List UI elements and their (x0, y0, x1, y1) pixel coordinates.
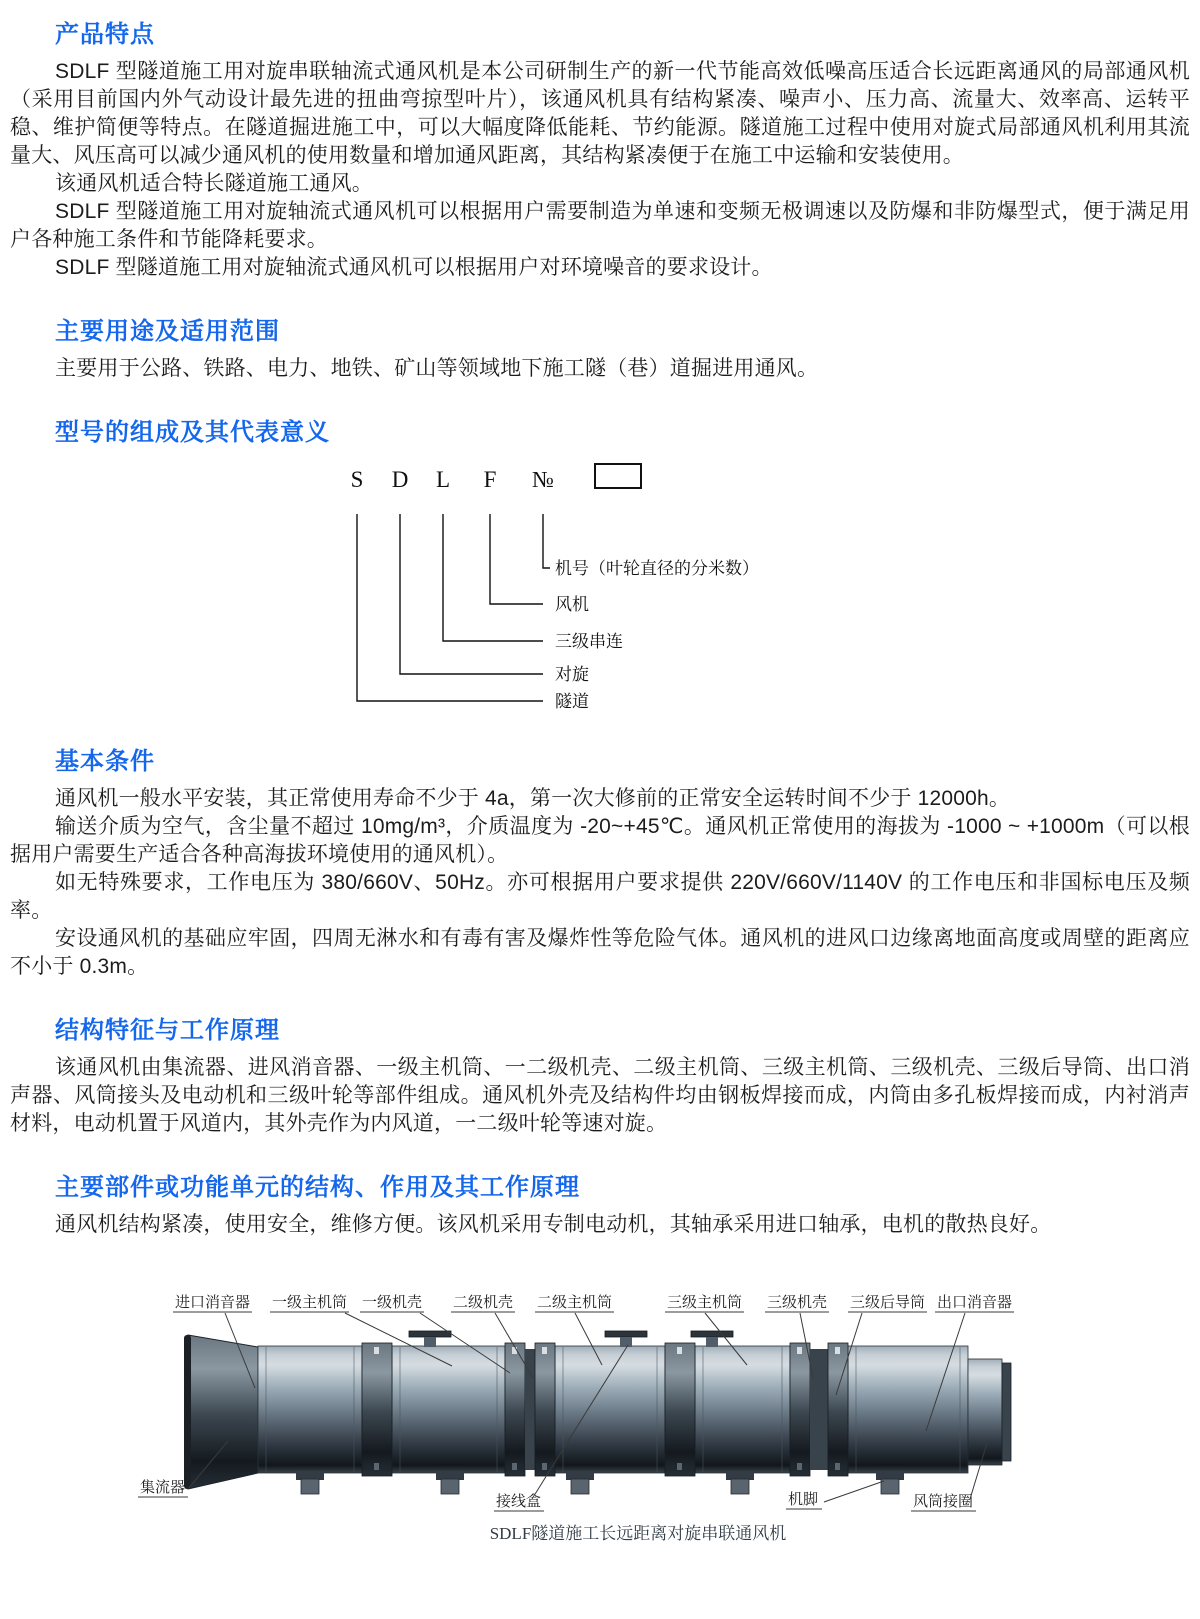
meaning-counter-rotating: 对旋 (555, 665, 589, 684)
leader-line-f (490, 514, 543, 604)
model-code-diagram-svg (10, 456, 1200, 712)
foot (296, 1471, 324, 1494)
paragraph: SDLF 型隧道施工用对旋串联轴流式通风机是本公司研制生产的新一代节能高效低噪高压适合长远距离通风的局部通风机（采用目前国内外气动设计最先进的扭曲弯掠型叶片），该通风机具有结构紧凑、噪声小、压力高、流量大、效率高、运转平稳、维护简便等特点。在隧道掘进施工中，可以大幅度降低能耗、节约能源。隧道施工过程中使用对旋式局部通风机利用其流量大、风压高可以减少通风机的使用数量和增加通风距离，其结构紧凑便于在施工中运输和安装使用。 (10, 60, 1190, 167)
paragraph: 通风机结构紧凑，使用安全，维修方便。该风机采用专制电动机，其轴承采用进口轴承，电机的散热良好。 (55, 1213, 1052, 1236)
leader-line-l (443, 514, 543, 641)
paragraph: SDLF 型隧道施工用对旋轴流式通风机可以根据用户需要制造为单速和变频无极调速以及防爆和非防爆型式，便于满足用户各种施工条件和节能降耗要求。 (10, 200, 1190, 251)
flange-stage1-casing (505, 1343, 525, 1476)
leader-line-s (357, 514, 543, 701)
flange-stage2-casing (535, 1343, 555, 1476)
model-code-diagram (10, 456, 1190, 712)
fan-size-number-box (595, 464, 641, 488)
section-stage3-main (695, 1346, 790, 1473)
handle-stem-2 (706, 1337, 718, 1347)
paragraph: SDLF 型隧道施工用对旋轴流式通风机可以根据用户对环境噪音的要求设计。 (55, 256, 773, 279)
handle-cap-1 (409, 1331, 451, 1337)
meaning-tunnel: 隧道 (555, 692, 589, 711)
section-inlet-muffler (258, 1346, 362, 1473)
section-heading-basic-conditions: 基本条件 (55, 748, 155, 775)
paragraph: 该通风机由集流器、进风消音器、一级主机筒、一二级机壳、二级主机筒、三级主机筒、三级机壳、三级后导筒、出口消声器、风筒接头及电动机和三级叶轮等部件组成。通风机外壳及结构件均由钢板焊接而成，内筒由多孔板焊接而成，内衬消声材料，电动机置于风道内，其外壳作为内风道，一二级叶轮等速对旋。 (10, 1056, 1190, 1135)
section-outlet-muffler (848, 1346, 968, 1473)
label-stage3-casing: 三级机壳 (767, 1295, 828, 1311)
label-stage3-main-cylinder: 三级主机筒 (667, 1295, 743, 1311)
label-stage3-rear-guide: 三级后导筒 (850, 1295, 926, 1311)
inlet-flare-rim (184, 1335, 191, 1489)
paragraph: 该通风机适合特长隧道施工通风。 (55, 172, 373, 195)
label-stage1-main-cylinder: 一级主机筒 (272, 1295, 348, 1311)
handle-cap-2 (691, 1331, 733, 1337)
label-stage1-casing: 一级机壳 (362, 1295, 423, 1311)
fan-bottom-label-underlines (138, 1497, 976, 1511)
label-outlet-muffler: 出口消音器 (937, 1295, 1013, 1311)
outlet-duct-ring-edge (1002, 1363, 1011, 1461)
label-junction-box: 接线盒 (496, 1494, 542, 1510)
fan-structure-diagram-svg (10, 1283, 1190, 1589)
meaning-fan: 风机 (555, 595, 589, 614)
foot (436, 1471, 464, 1494)
fan-bottom-labels (140, 1479, 973, 1510)
label-stage2-main-cylinder: 二级主机筒 (537, 1295, 613, 1311)
junction-box-cap (605, 1331, 647, 1337)
paragraph: 通风机一般水平安装，其正常使用寿命不少于 4a，第一次大修前的正常安全运转时间不少于 12000h。 (55, 787, 1011, 810)
handle-stem-1 (424, 1337, 436, 1347)
label-collector: 集流器 (140, 1480, 186, 1496)
label-duct-connection-ring: 风筒接圈 (913, 1494, 974, 1510)
paragraph: 安设通风机的基础应牢固，四周无淋水和有毒有害及爆炸性等危险气体。通风机的进风口边缘离地面高度或周壁的距离应不小于 0.3m。 (10, 927, 1190, 978)
section-stage1-main (392, 1346, 505, 1473)
label-stage2-casing: 二级机壳 (453, 1295, 514, 1311)
model-code-letters (351, 467, 554, 492)
model-code-leader-lines (357, 514, 550, 701)
flange-stage3-casing-right (828, 1343, 848, 1476)
paragraph: 主要用于公路、铁路、电力、地铁、矿山等领域地下施工隧（巷）道掘进用通风。 (55, 357, 819, 380)
section-heading-main-components: 主要部件或功能单元的结构、作用及其工作原理 (55, 1174, 580, 1201)
fan-diagram-caption: SDLF隧道施工长远距离对旋串联通风机 (489, 1524, 787, 1543)
flange-group-b (665, 1343, 695, 1476)
label-machine-foot: 机脚 (788, 1492, 819, 1508)
section-heading-main-uses: 主要用途及适用范围 (55, 318, 280, 345)
paragraph: 输送介质为空气，含尘量不超过 10mg/m³，介质温度为 -20~+45℃。通风机正常使用的海拔为 -1000 ~ +1000m（可以根据用户需要生产适合各种高海拔环境使用的通风机）。 (10, 815, 1190, 866)
code-letter-l: L (435, 467, 451, 492)
section-heading-model-composition: 型号的组成及其代表意义 (55, 419, 330, 446)
label-inlet-muffler: 进口消音器 (175, 1295, 251, 1311)
code-letter-d: D (391, 467, 409, 492)
paragraph: 如无特殊要求，工作电压为 380/660V、50Hz。亦可根据用户要求提供 220V/660V/1140V 的工作电压和非国标电压及频率。 (10, 871, 1190, 922)
section-stage2-main (555, 1346, 665, 1473)
section-heading-structure-principle: 结构特征与工作原理 (55, 1017, 280, 1044)
section-heading-product-features: 产品特点 (55, 21, 155, 48)
leader-line-d (400, 514, 543, 674)
meaning-three-stage-series: 三级串连 (555, 632, 623, 651)
code-letter-s: S (350, 467, 364, 492)
code-letter-f: F (483, 467, 497, 492)
fan-structure-diagram (10, 1283, 1190, 1589)
leader-line-no (543, 514, 550, 568)
flange-mid-b (810, 1349, 828, 1470)
foot (726, 1471, 754, 1494)
fan-top-labels (175, 1293, 1012, 1311)
inlet-flare (188, 1335, 258, 1489)
model-code-meanings (555, 559, 759, 711)
code-letter-no: № (532, 467, 554, 492)
flange-stage3-casing-left (790, 1343, 810, 1476)
flange-group-a (362, 1343, 392, 1476)
foot (566, 1471, 594, 1494)
junction-box-stem (620, 1337, 632, 1347)
meaning-fan-number: 机号（叶轮直径的分米数） (555, 559, 759, 578)
